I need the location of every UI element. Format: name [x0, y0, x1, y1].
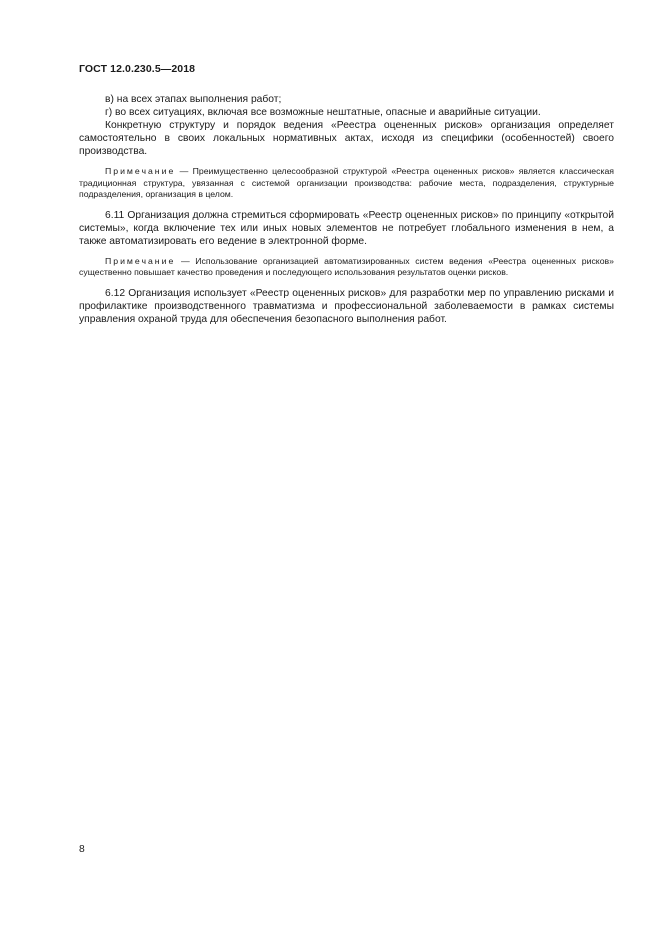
page-number: 8 — [79, 844, 85, 855]
document-header: ГОСТ 12.0.230.5—2018 — [79, 63, 196, 75]
paragraph-6-11: 6.11 Организация должна стремиться сформировать «Реестр оцененных рисков» по принципу «открытой системы», когда включение тех или иных новых элементов не потребует глобального изменения в нем, а также автоматизировать его ведение в электронной форме. — [79, 209, 614, 247]
paragraph-structure: Конкретную структуру и порядок ведения «Реестра оцененных рисков» организация определяет самостоятельно в своих локальных нормативных актах, исходя из специфики (особенностей) своего производства. — [79, 120, 614, 157]
note-1 — [79, 166, 614, 201]
note-label: Примечание — [105, 166, 176, 176]
list-item-v: в) на всех этапах выполнения работ; — [105, 94, 282, 105]
note-2 — [79, 256, 614, 279]
note-text: — Использование организацией автоматизированных систем ведения «Реестра оцененных рисков» существенно повышает качество проведения и последующего использования результатов оценки рисков. — [79, 255, 614, 277]
document-body — [79, 93, 614, 326]
note-text: — Преимущественно целесообразной структурой «Реестра оцененных рисков» является классическая традиционная структура, увязанная с системой организации производства: рабочие места, подразделения, структурные подразделения, организация в целом. — [79, 166, 614, 199]
paragraph-6-12: 6.12 Организация использует «Реестр оцененных рисков» для разработки мер по управлению рисками и профилактике производственного травматизма и профессиональной заболеваемости в рамках системы управления охраной труда для обеспечения безопасного выполнения работ. — [79, 287, 614, 325]
list-item-g: г) во всех ситуациях, включая все возможные нештатные, опасные и аварийные ситуации. — [105, 107, 541, 118]
note-label: Примечание — [105, 255, 176, 266]
